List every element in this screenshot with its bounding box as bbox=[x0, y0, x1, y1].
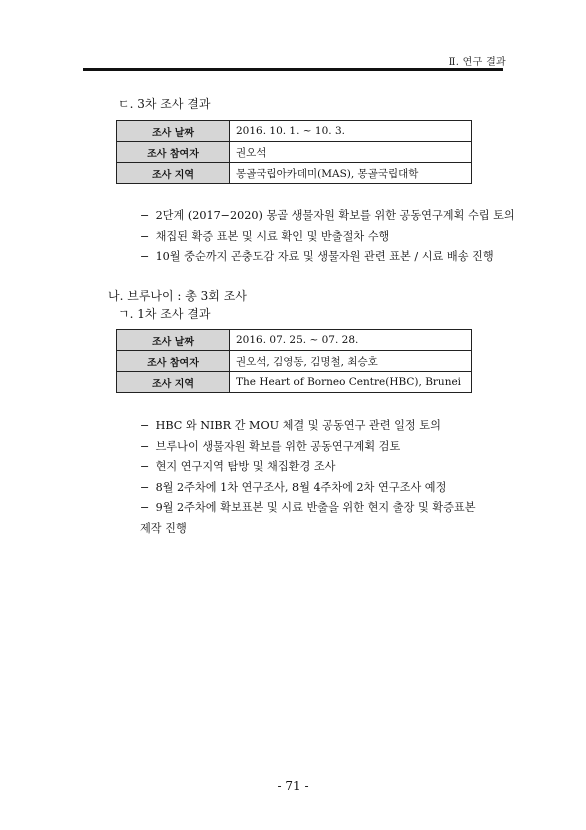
bullet-marker: − bbox=[140, 419, 150, 432]
table-value-cell: 2016. 07. 25. ~ 07. 28. bbox=[230, 330, 472, 351]
table-row bbox=[117, 121, 472, 142]
list-item bbox=[140, 498, 520, 519]
list-item-text: 9월 2주차에 확보표본 및 시료 반출을 위한 현지 출장 및 확증표본 bbox=[155, 501, 476, 514]
table-row bbox=[117, 330, 472, 351]
running-header-title: Ⅱ. 연구 결과 bbox=[448, 57, 506, 68]
section-heading-brunei: 나. 브루나이 : 총 3회 조사 bbox=[108, 289, 247, 303]
list-item-text: 8월 2주차에 1차 연구조사, 8월 4주차에 2차 연구조사 예정 bbox=[155, 480, 447, 494]
bullet-marker: − bbox=[140, 229, 150, 243]
list-item-text: 채집된 확증 표본 및 시료 확인 및 반출절차 수행 bbox=[155, 229, 390, 243]
table-label-cell: 조사 참여자 bbox=[117, 351, 230, 372]
table-row bbox=[117, 351, 472, 372]
survey-info-table-3rd bbox=[116, 120, 472, 184]
bullet-marker: − bbox=[140, 480, 150, 494]
bullet-list-brunei-survey bbox=[140, 416, 520, 539]
bullet-marker: − bbox=[140, 209, 150, 222]
bullet-marker: − bbox=[140, 439, 150, 453]
table-row bbox=[117, 142, 472, 163]
section-subheading-first-survey: ㄱ. 1차 조사 결과 bbox=[118, 307, 211, 321]
table-value-cell: 권오석 bbox=[230, 142, 472, 163]
table-value-cell: 몽골국립아카데미(MAS), 몽골국립대학 bbox=[230, 163, 472, 184]
table-value-cell: 2016. 10. 1. ~ 10. 3. bbox=[230, 121, 472, 142]
table-label-cell: 조사 날짜 bbox=[117, 121, 230, 142]
list-item-text: 10월 중순까지 곤충도감 자료 및 생물자원 관련 표본 / 시료 배송 진행 bbox=[155, 250, 494, 263]
survey-info-table-1st bbox=[116, 329, 472, 393]
list-item-text: 브루나이 생물자원 확보를 위한 공동연구계획 검토 bbox=[155, 439, 401, 453]
table-label-cell: 조사 지역 bbox=[117, 372, 230, 393]
table-row bbox=[117, 372, 472, 393]
list-item bbox=[140, 206, 520, 227]
bullet-list-3rd-survey bbox=[140, 206, 520, 268]
list-item bbox=[140, 227, 520, 248]
list-item-continuation: 제작 진행 bbox=[140, 521, 187, 535]
page-number: - 71 - bbox=[277, 779, 309, 793]
list-item-text: 현지 연구지역 탐방 및 채집환경 조사 bbox=[155, 460, 336, 473]
list-item-text: HBC 와 NIBR 간 MOU 체결 및 공동연구 관련 일정 토의 bbox=[155, 419, 441, 432]
table-label-cell: 조사 날짜 bbox=[117, 330, 230, 351]
table-value-cell: The Heart of Borneo Centre(HBC), Brunei bbox=[230, 372, 472, 393]
section-heading-third-survey: ㄷ. 3차 조사 결과 bbox=[118, 97, 211, 111]
table-label-cell: 조사 지역 bbox=[117, 163, 230, 184]
list-item bbox=[140, 247, 520, 268]
list-item bbox=[140, 478, 520, 499]
list-item bbox=[140, 416, 520, 437]
table-row bbox=[117, 163, 472, 184]
header-rule bbox=[83, 68, 503, 71]
list-item bbox=[140, 457, 520, 478]
list-item bbox=[140, 437, 520, 458]
table-value-cell: 권오석, 김영동, 김명철, 최승호 bbox=[230, 351, 472, 372]
bullet-marker: − bbox=[140, 250, 150, 263]
table-label-cell: 조사 참여자 bbox=[117, 142, 230, 163]
bullet-marker: − bbox=[140, 460, 150, 473]
list-item-text: 2단계 (2017−2020) 몽골 생물자원 확보를 위한 공동연구계획 수립 토의 bbox=[155, 209, 515, 222]
bullet-marker: − bbox=[140, 501, 150, 514]
